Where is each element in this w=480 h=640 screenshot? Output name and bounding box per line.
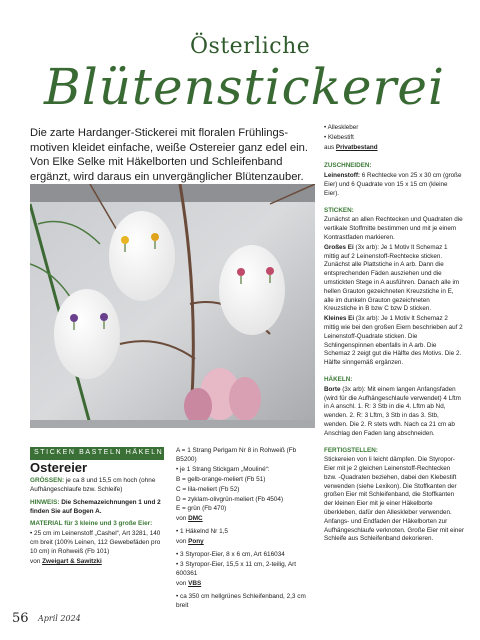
- source-dmc: von DMC: [176, 515, 203, 523]
- material-line-b2: B = gelb-orange-meliert (Fb 51): [176, 475, 266, 483]
- fertigstellen-text: Stickereien von li leicht dämpfen. Die Styropor-Eier mit je 2 gleichen Leinenstoff-Rechtecken bzw. -Quadraten beziehen, dabei den Klebestift verwenden (siehe Lexikon). Die Stoffkanten der großen Eier mit Schleifenband, die Stoffkanten der kleinen Eier mit je einer Häkelborte überkleben, dafür den Alleskleber verwenden. Anfangs- und Endfaden der Häkelborten zur Aufhängeschlaufe verknoten. Große Eier mit einer Schleife aus Schleifenband dekorieren.: [324, 456, 465, 543]
- item-alleskleber: • Alleskleber: [324, 124, 359, 131]
- material-line-i: • ca 350 cm hellgrünes Schleifenband, 2,3 cm breit: [176, 592, 306, 609]
- material-column: [30, 447, 164, 571]
- material-source: von Zweigart & Sawitzki: [30, 558, 102, 566]
- material-line-a: A = 1 Strang Perlgarn Nr 8 in Rohweiß (Fb B5200): [176, 447, 297, 463]
- title-main: Blütenstickerei: [44, 58, 445, 116]
- material-line-d: D = zyklam-olivgrün-meliert (Fb 4504): [176, 495, 284, 503]
- intro-paragraph: Die zarte Hardanger-Stickerei mit floralen Frühlingsmotiven kleidet einfache, weiße Ostereier ganz edel ein. Von Elke Selke mit Häkelborten und Schleifenband ergänzt, wird daraus ein unvergänglicher Blütenzauber.: [30, 127, 308, 183]
- issue-date: April 2024: [38, 614, 81, 623]
- borte-text: Borte (3x arb): Mit einem langen Anfangsfaden (wird für die Aufhängeschlaufe verwendet) 4 Lftm in A anschl. 1. R: 3 Stb in die 4. Lftm ab Nd, wenden. 2. R: 3 Lftm, 3 Stb in das 3. Stb, wenden. Die 2. R stets wdh. Nach ca 21 cm ab Anschlag den Faden lang abschneiden.: [324, 385, 461, 437]
- heading-fertigstellen: FERTIGSTELLEN:: [324, 446, 378, 454]
- heading-sticken: STICKEN:: [324, 206, 354, 214]
- section-heading: Ostereier: [30, 459, 88, 475]
- heading-haekeln: HÄKELN:: [324, 375, 353, 383]
- material-heading: MATERIAL für 3 kleine und 3 große Eier:: [30, 520, 153, 528]
- hinweis-text: HINWEIS: Die Schemazeichnungen 1 und 2 finden Sie auf Bogen A.: [30, 498, 161, 515]
- item-klebestift: • Klebestift: [324, 133, 354, 141]
- instructions-column: [324, 124, 464, 545]
- material-line-e: E = grün (Fb 470): [176, 505, 227, 513]
- material-text: • 25 cm im Leinenstoff „Cashel“, Art 3281, 140 cm breit (100% Leinen, 112 Gewebefäden pro 10 cm) in Rohweiß (Fb 101): [30, 530, 161, 556]
- material-column-2: [176, 447, 316, 612]
- title-top: Österliche: [190, 34, 311, 59]
- kleines-ei-text: Kleines Ei (3x arb): Je 1 Motiv lt Schemaz 2 mittig wie bei den großen Eiern beschrieben auf 2 Leinenstoff-Quadrate sticken. Die Schlingenspinnen ebenfalls in A arb. Die Schemaz 2 zeigt gut die Hälfte des Motivs. Die 2. Hälfte sinngemäß ergänzen.: [324, 315, 463, 367]
- source-pony: von Pony: [176, 538, 204, 546]
- groessen-text: GRÖSSEN: je ca 8 und 15,5 cm hoch (ohne Aufhängeschlaufe bzw. Schleife): [30, 476, 156, 493]
- easter-eggs-photo: [30, 184, 315, 428]
- material-line-h: • 3 Styropor-Eier, 15,5 x 11 cm, 2-teilig, Art 600361: [176, 560, 297, 577]
- category-banner: STICKEN BASTELN HÄKELN: [30, 447, 164, 460]
- source-vbs: von VBS: [176, 579, 202, 587]
- zuschneiden-text: Leinenstoff: 6 Rechtecke von 25 x 30 cm (große Eier) und 6 Quadrate von 15 x 15 cm (kleine Eier).: [324, 172, 462, 197]
- heading-zuschneiden: ZUSCHNEIDEN:: [324, 162, 372, 170]
- grosses-ei-text: Großes Ei (3x arb): Je 1 Motiv lt Schemaz 1 mittig auf 2 Leinenstoff-Rechtecke sticken. Zunächst alle Plattstiche in A arb. Dann die entsprechenden Fäden ausziehen und die umstickten Stege in A ausführen. Danach alle im hellen Grauton gezeichneten Kreuzstiche in E, alle im dunkeln Grauton gezeichneten Kreuzstiche in B bzw C bzw D sticken.: [324, 243, 460, 313]
- material-line-g: • 3 Styropor-Eier, 8 x 6 cm, Art 616034: [176, 551, 285, 559]
- sticken-text: Zunächst an allen Rechtecken und Quadraten die vertikale Stoffmitte bestimmen und mit je einem Kontrastfaden markieren.: [324, 216, 463, 241]
- material-line-f: • 1 Häkelnd Nr 1,5: [176, 528, 228, 536]
- page-number: 56: [12, 611, 29, 626]
- material-line-c: C = lila-meliert (Fb 52): [176, 485, 240, 493]
- source-line: aus Privatbestand: [324, 143, 378, 151]
- material-line-b1: • je 1 Strang Stickgarn „Mouliné“:: [176, 465, 270, 473]
